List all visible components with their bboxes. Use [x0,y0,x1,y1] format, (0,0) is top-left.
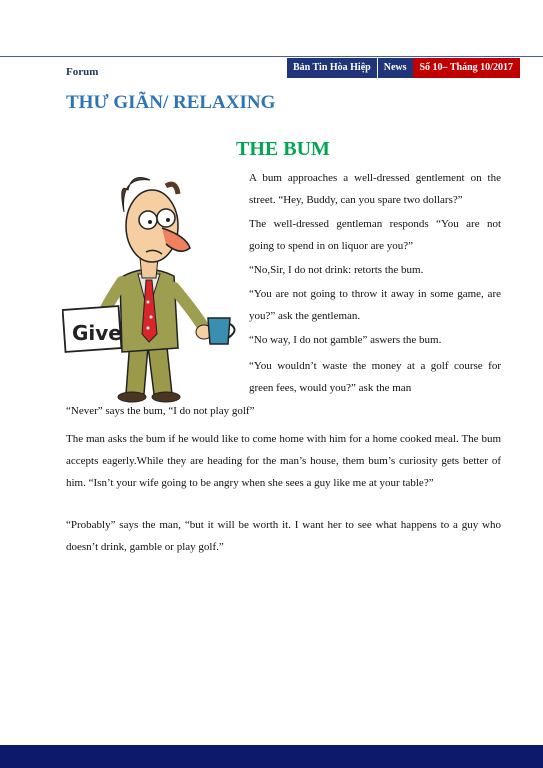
story-paragraph-1: A bum approaches a well-dressed gentlement on the street. “Hey, Buddy, can you spare two dollars?” [249,172,501,206]
story-title: THE BUM [236,138,330,160]
story-paragraph-2: The well-dressed gentleman responds “You are not going to spend in on liquor are you?” [249,218,501,252]
story-paragraph-3: “No,Sir, I do not drink: retorts the bum. [249,264,424,276]
issue-label: Số 10– Tháng 10/2017 [413,58,520,78]
story-paragraph-5: “No way, I do not gamble” aswers the bum. [249,334,442,346]
category-label: News [378,58,413,78]
header-tabs [287,58,520,78]
header-rule [0,56,543,57]
newsletter-name: Bản Tin Hòa Hiệp [287,58,377,78]
bum-illustration [62,162,242,406]
page-heading: THƯ GIÃN/ RELAXING [66,92,276,113]
story-paragraph-9: “Probably” says the man, “but it will be worth it. I want her to see what happens to a guy who doesn’t drink, gamble or play golf.” [66,519,501,553]
section-label: Forum [66,66,99,78]
footer-bar [0,745,543,768]
story-paragraph-8: The man asks the bum if he would like to come home with him for a home cooked meal. The bum accepts eagerly.While they are heading for the man’s house, them bum’s curiosity gets better of him. “Isn’t your wife going to be angry when she sees a guy like me at your table?” [66,433,501,489]
story-paragraph-7: “Never” says the bum, “I do not play golf” [66,405,255,417]
story-paragraph-6: “You wouldn’t waste the money at a golf course for green fees, would you?” ask the man [249,360,501,394]
sign-text: Give [72,321,122,345]
story-paragraph-4: “You are not going to throw it away in some game, are you?” ask the gentleman. [249,288,501,322]
